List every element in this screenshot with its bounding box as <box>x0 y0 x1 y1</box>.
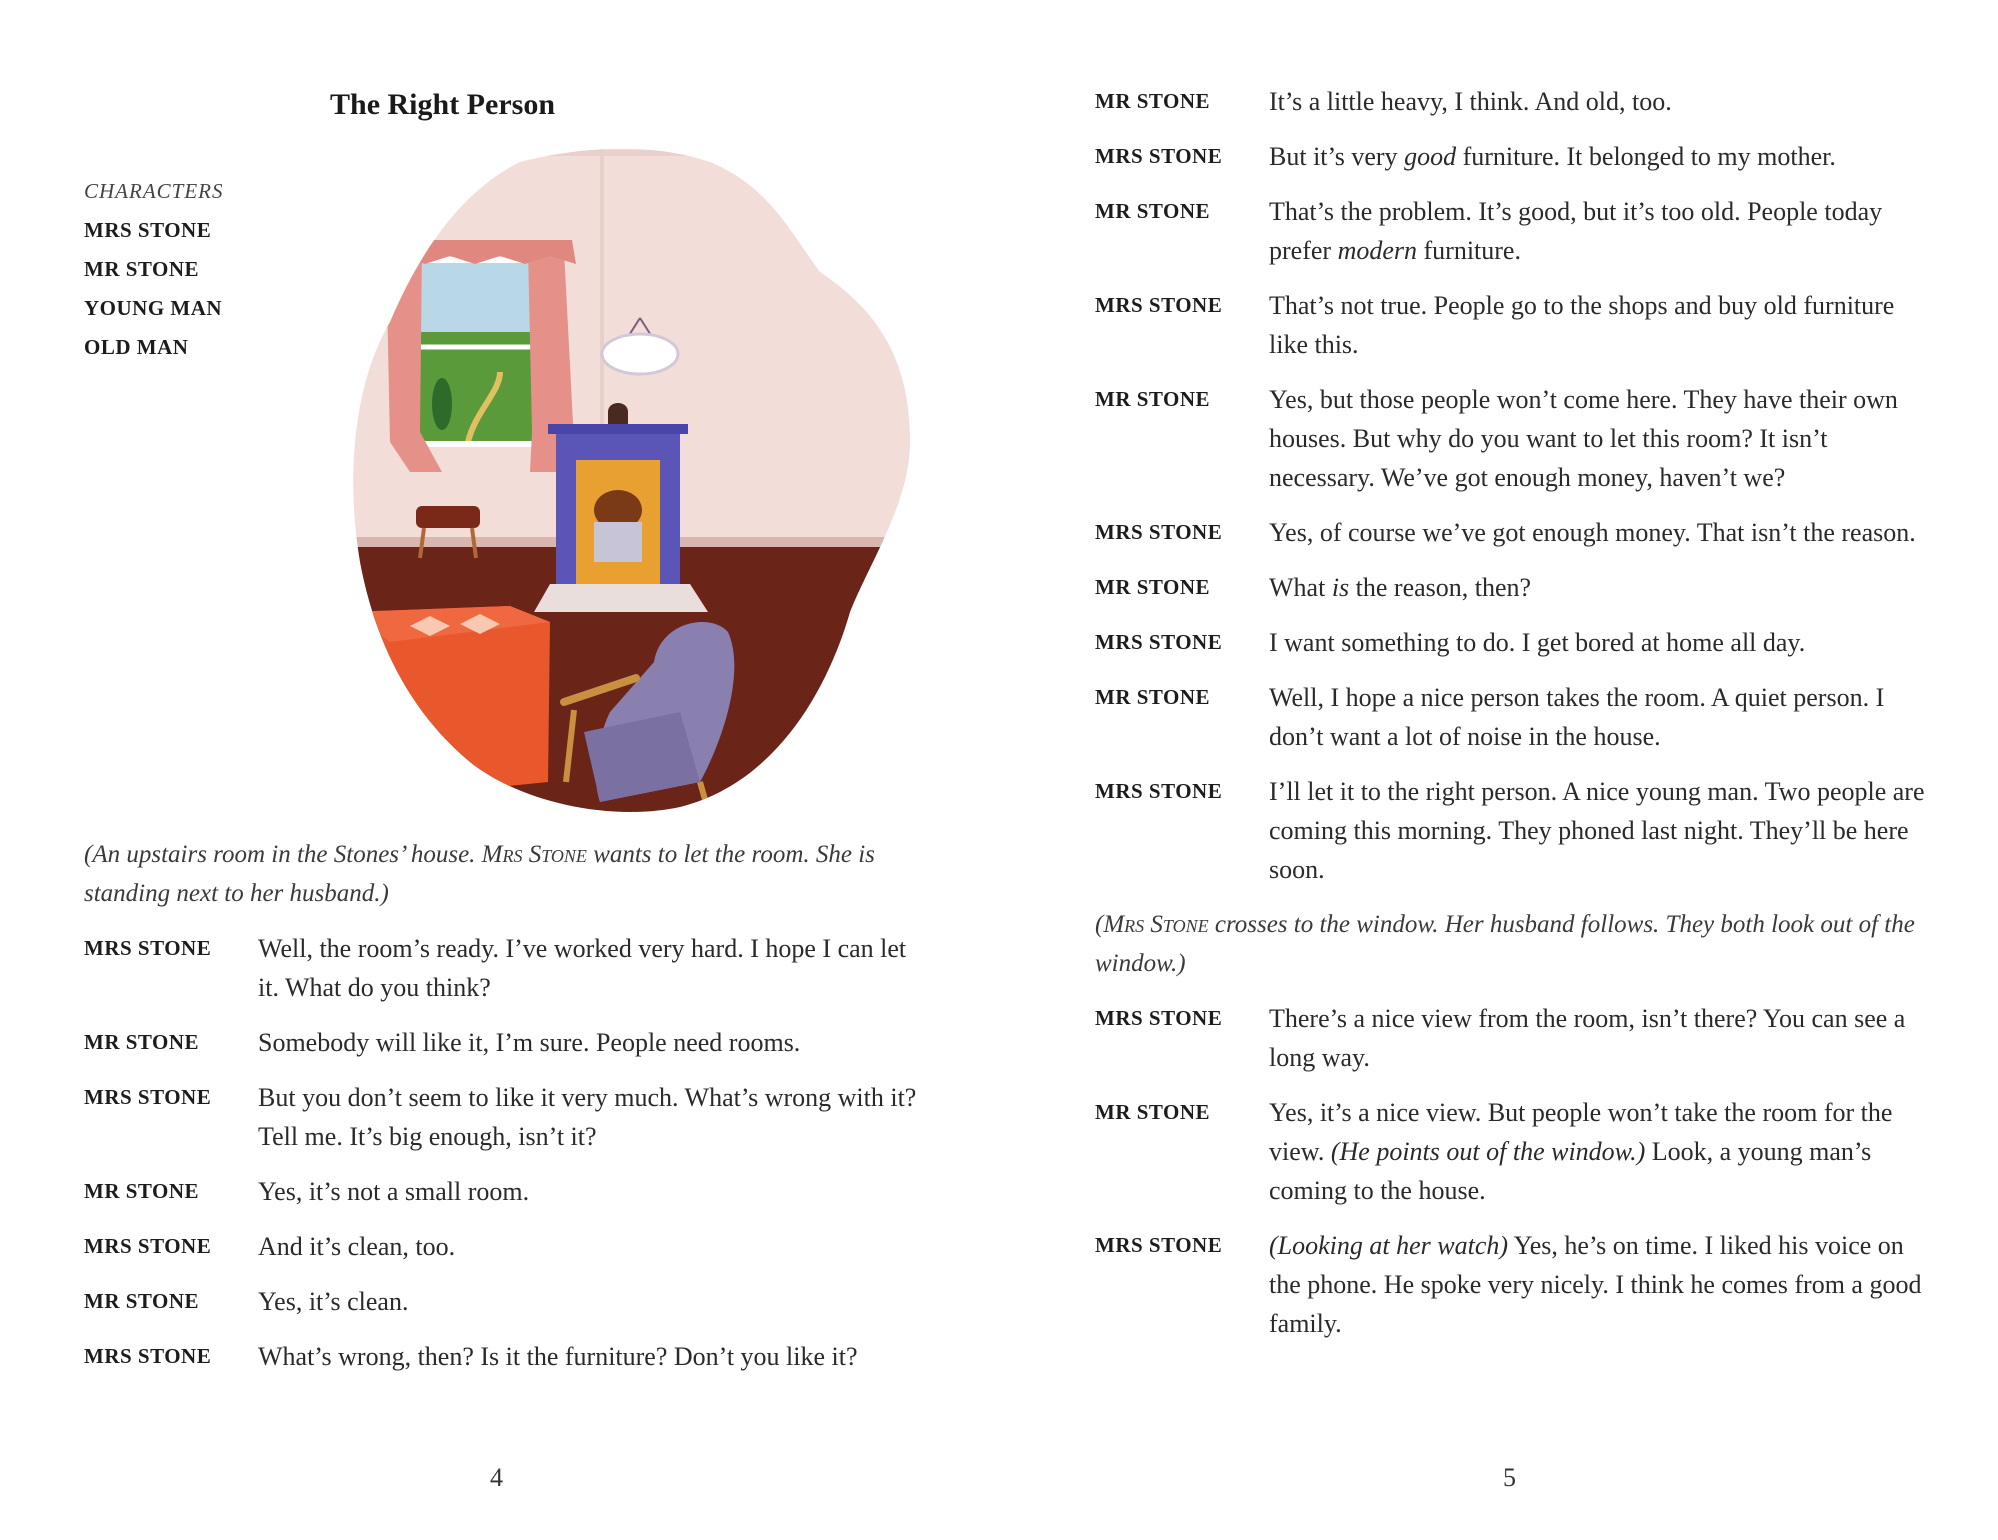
room-illustration <box>350 142 950 817</box>
character-name: Mrs Stone <box>1103 911 1209 938</box>
line-text: I’ll let it to the right person. A nice young man. Two people are coming this morning. They phoned last night. They’ll be here soon. <box>1269 777 1925 884</box>
page-number: 4 <box>490 1463 503 1492</box>
line-text: What is the reason, then? <box>1269 573 1532 602</box>
character-item: OLD MAN <box>84 335 189 359</box>
speaker-name: MRS STONE <box>84 936 212 960</box>
dialogue-line <box>84 1023 924 1062</box>
speaker-name: MR STONE <box>84 1179 200 1203</box>
character-name: Mrs Stone <box>481 841 587 868</box>
dialogue-line <box>84 929 924 1007</box>
line-text: But it’s very good furniture. It belonged to my mother. <box>1269 142 1836 171</box>
dialogue-line <box>1095 772 1955 889</box>
stage-direction: (An upstairs room in the Stones’ house. Mrs Stone wants to let the room. She is standing next to her husband.) <box>84 841 875 907</box>
dialogue-line <box>84 1282 924 1321</box>
speaker-name: MRS STONE <box>84 1234 212 1258</box>
speaker-name: MR STONE <box>1095 199 1211 223</box>
dialogue-line <box>84 1337 924 1376</box>
speaker-name: MR STONE <box>1095 387 1211 411</box>
speaker-name: MRS STONE <box>1095 1233 1223 1257</box>
emphasis: (He points out of the window.) <box>1330 1137 1646 1166</box>
line-text: That’s not true. People go to the shops and buy old furniture like this. <box>1269 291 1895 359</box>
line-text: Yes, of course we’ve got enough money. That isn’t the reason. <box>1269 518 1916 547</box>
dialogue-line <box>1095 1093 1955 1210</box>
speaker-name: MRS STONE <box>1095 293 1223 317</box>
emphasis: is <box>1331 573 1350 602</box>
line-text: Yes, but those people won’t come here. They have their own houses. But why do you want to let this room? It isn’t necessary. We’ve got enough money, haven’t we? <box>1269 385 1898 492</box>
stage-direction: (Mrs Stone crosses to the window. Her husband follows. They both look out of the window.) <box>1095 911 1915 977</box>
emphasis: modern <box>1337 236 1417 265</box>
speaker-name: MRS STONE <box>84 1344 212 1368</box>
dialogue-line <box>1095 678 1955 756</box>
line-text: What’s wrong, then? Is it the furniture? Don’t you like it? <box>258 1342 858 1371</box>
line-text: Yes, it’s a nice view. But people won’t take the room for the view. (He points out of the window.) Look, a young man’s coming to the house. <box>1269 1098 1893 1205</box>
speaker-name: MR STONE <box>1095 685 1211 709</box>
dialogue-line <box>1095 568 1955 607</box>
speaker-name: MR STONE <box>84 1030 200 1054</box>
speaker-name: MRS STONE <box>1095 1006 1223 1030</box>
speaker-name: MR STONE <box>1095 89 1211 113</box>
dialogue-line <box>84 1078 924 1156</box>
speaker-name: MRS STONE <box>1095 520 1223 544</box>
line-text: (Looking at her watch) Yes, he’s on time. I liked his voice on the phone. He spoke very nicely. I think he comes from a good family. <box>1269 1231 1922 1338</box>
dialogue-line <box>1095 286 1955 364</box>
line-text: That’s the problem. It’s good, but it’s too old. People today prefer modern furniture. <box>1269 197 1883 265</box>
page-number: 5 <box>1503 1463 1516 1492</box>
dialogue-right <box>1095 82 1955 1359</box>
line-text: But you don’t seem to like it very much. What’s wrong with it? Tell me. It’s big enough, isn’t it? <box>258 1083 917 1151</box>
line-text: Yes, it’s clean. <box>258 1287 409 1316</box>
speaker-name: MRS STONE <box>1095 144 1223 168</box>
characters-heading: CHARACTERS <box>84 179 224 203</box>
speaker-name: MR STONE <box>1095 575 1211 599</box>
characters-list <box>84 176 224 371</box>
line-text: Well, the room’s ready. I’ve worked very hard. I hope I can let it. What do you think? <box>258 934 907 1002</box>
line-text: It’s a little heavy, I think. And old, too. <box>1269 87 1672 116</box>
character-item: YOUNG MAN <box>84 296 223 320</box>
dialogue-line <box>84 1172 924 1211</box>
dialogue-line <box>1095 513 1955 552</box>
speaker-name: MRS STONE <box>84 1085 212 1109</box>
line-text: Well, I hope a nice person takes the room. A quiet person. I don’t want a lot of noise in the house. <box>1269 683 1885 751</box>
dialogue-line <box>1095 82 1955 121</box>
line-text: Yes, it’s not a small room. <box>258 1177 530 1206</box>
dialogue-line <box>1095 137 1955 176</box>
emphasis: (Looking at her watch) <box>1269 1231 1509 1260</box>
character-item: MRS STONE <box>84 218 212 242</box>
line-text: There’s a nice view from the room, isn’t there? You can see a long way. <box>1269 1004 1906 1072</box>
character-item: MR STONE <box>84 257 200 281</box>
line-text: And it’s clean, too. <box>258 1232 456 1261</box>
right-page <box>999 0 1998 1540</box>
play-title: The Right Person <box>330 88 555 121</box>
dialogue-line <box>1095 380 1955 497</box>
dialogue-line <box>1095 623 1955 662</box>
speaker-name: MRS STONE <box>1095 779 1223 803</box>
emphasis: good <box>1404 142 1457 171</box>
dialogue-left <box>84 835 924 1392</box>
dialogue-line <box>1095 1226 1955 1343</box>
dialogue-line <box>1095 192 1955 270</box>
dialogue-line <box>84 1227 924 1266</box>
speaker-name: MR STONE <box>1095 1100 1211 1124</box>
line-text: Somebody will like it, I’m sure. People need rooms. <box>258 1028 801 1057</box>
dialogue-line <box>1095 999 1955 1077</box>
line-text: I want something to do. I get bored at home all day. <box>1269 628 1806 657</box>
speaker-name: MR STONE <box>84 1289 200 1313</box>
speaker-name: MRS STONE <box>1095 630 1223 654</box>
